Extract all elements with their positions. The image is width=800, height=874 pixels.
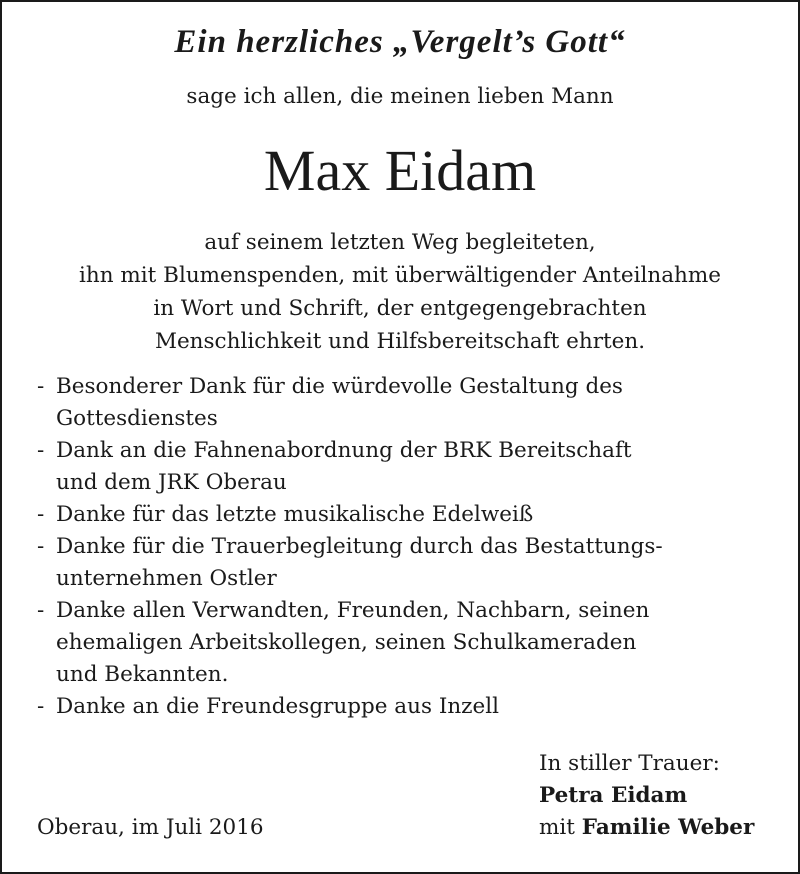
family-line xyxy=(539,812,754,844)
intro-line: sage ich allen, die meinen lieben Mann xyxy=(186,84,614,109)
thanks-item-text: Danke allen Verwandten, Freunden, Nachbarn, seinen xyxy=(56,598,650,623)
family-name: Familie Weber xyxy=(581,815,755,840)
thanks-item xyxy=(37,691,778,723)
paragraph-line: ihn mit Blumenspenden, mit überwältigender Anteilnahme xyxy=(79,263,721,288)
thanks-list xyxy=(37,371,778,723)
paragraph-line: in Wort und Schrift, der entgegengebrachten xyxy=(153,296,647,321)
list-bullet: - xyxy=(37,374,45,399)
thanks-item xyxy=(37,531,778,595)
signer-name: Petra Eidam xyxy=(539,783,688,808)
paragraph-line: Menschlichkeit und Hilfsbereitschaft ehrten. xyxy=(154,329,646,354)
thanks-item-text: Danke an die Freundesgruppe aus Inzell xyxy=(56,694,499,719)
deceased-name: Max Eidam xyxy=(263,138,537,203)
thanks-item xyxy=(37,435,778,499)
list-bullet: - xyxy=(37,534,45,559)
thanks-item-continuation: ehemaligen Arbeitskollegen, seinen Schulkameraden xyxy=(56,630,637,655)
mourning-label: In stiller Trauer: xyxy=(539,751,720,776)
with-prefix: mit xyxy=(539,815,575,840)
signature-block xyxy=(539,748,754,844)
thanks-item xyxy=(37,371,778,435)
paragraph-line: auf seinem letzten Weg begleiteten, xyxy=(204,230,596,255)
thanks-item xyxy=(37,595,778,691)
thanks-item-text: Danke für das letzte musikalische Edelweiß xyxy=(56,502,534,527)
list-bullet: - xyxy=(37,502,45,527)
thanks-item-continuation: und dem JRK Oberau xyxy=(56,470,287,495)
list-bullet: - xyxy=(37,438,45,463)
place-and-date: Oberau, im Juli 2016 xyxy=(37,815,264,840)
thanks-item-continuation: und Bekannten. xyxy=(56,662,229,687)
notice-heading: Ein herzliches „Vergelt’s Gott“ xyxy=(174,24,626,60)
thanks-item xyxy=(37,499,778,531)
thanks-item-continuation: unternehmen Ostler xyxy=(56,566,277,591)
thanks-item-text: Besonderer Dank für die würdevolle Gestaltung des xyxy=(56,374,623,399)
thanks-item-text: Danke für die Trauerbegleitung durch das Bestattungs- xyxy=(56,534,663,559)
list-bullet: - xyxy=(37,694,45,719)
thanks-item-continuation: Gottesdienstes xyxy=(56,406,218,431)
list-bullet: - xyxy=(37,598,45,623)
thanks-item-text: Dank an die Fahnenabordnung der BRK Bereitschaft xyxy=(56,438,632,463)
gratitude-paragraph xyxy=(2,226,798,358)
